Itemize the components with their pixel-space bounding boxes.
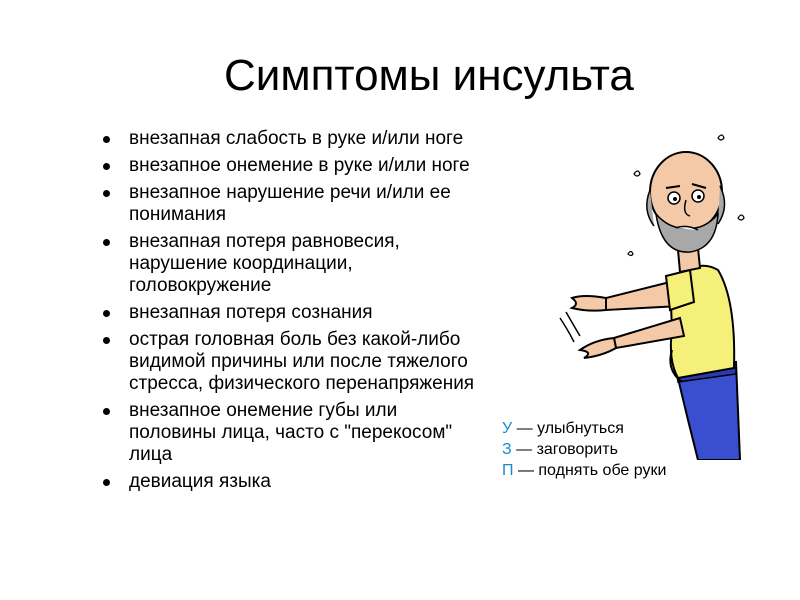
mnemonic-text: — улыбнуться	[512, 420, 624, 437]
list-item: девиация языка	[102, 471, 487, 493]
mnemonic-line-speak	[502, 439, 672, 460]
mnemonic-legend	[502, 418, 672, 481]
list-item: внезапная слабость в руке и/или ноге	[102, 128, 487, 150]
mnemonic-letter: П	[502, 462, 514, 479]
list-item: внезапная потеря сознания	[102, 302, 487, 324]
mnemonic-letter: У	[502, 420, 513, 437]
list-item: внезапное онемение в руке и/или ноге	[102, 155, 487, 177]
list-item: внезапная потеря равновесия, нарушение координации, головокружение	[102, 231, 487, 297]
mnemonic-line-smile	[502, 418, 672, 439]
mnemonic-line-raise-arms	[502, 460, 672, 481]
mnemonic-letter: З	[502, 441, 512, 458]
cartoon-man-illustration	[558, 130, 748, 460]
mnemonic-text: — поднять обе руки	[513, 462, 667, 479]
slide-title: Симптомы инсульта	[224, 51, 634, 100]
mnemonic-text: — заговорить	[511, 441, 618, 458]
list-item: острая головная боль без какой-либо видимой причины или после тяжелого стресса, физического перенапряжения	[102, 329, 487, 395]
list-item: внезапное онемение губы или половины лица, часто с "перекосом" лица	[102, 400, 487, 466]
list-item: внезапное нарушение речи и/или ее понимания	[102, 182, 487, 226]
symptom-list	[102, 128, 487, 498]
